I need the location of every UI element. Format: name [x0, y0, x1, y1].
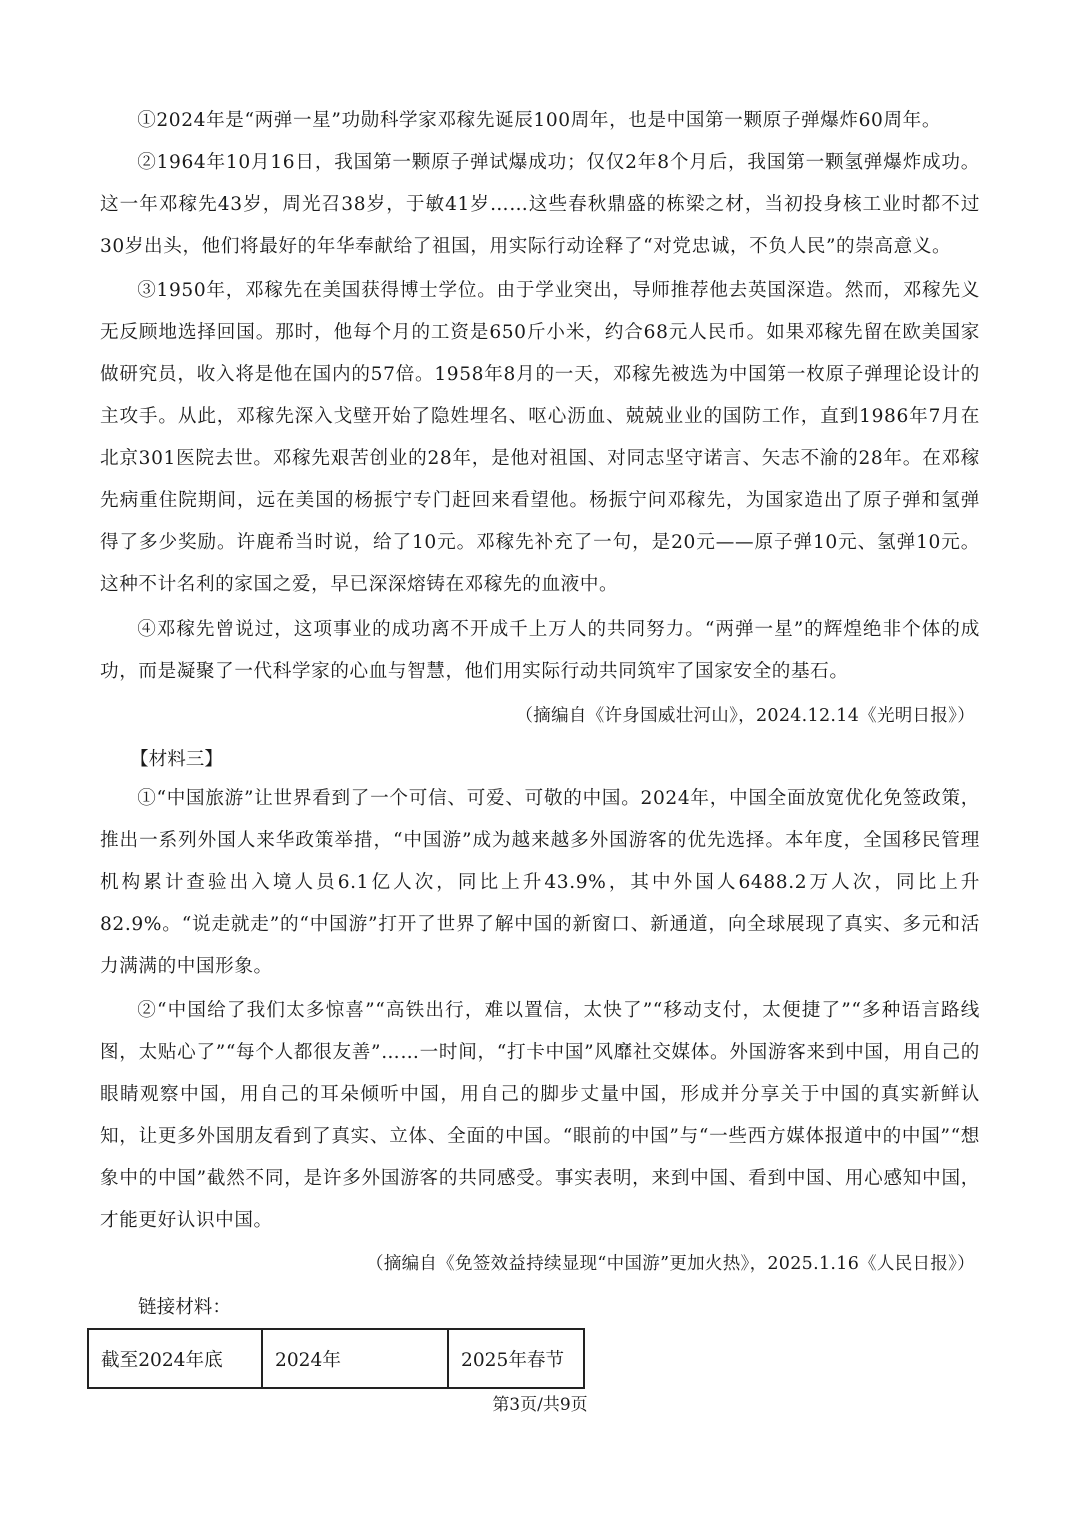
table-cell-spring-festival-2025: 2025年春节	[448, 1329, 584, 1388]
material-two-paragraph-2: ②1964年10月16日，我国第一颗原子弹试爆成功；仅仅2年8个月后，我国第一颗氢弹爆炸成功。这一年邓稼先43岁，周光召38岁，于敏41岁……这些春秋鼎盛的栋梁之材，当初投身核工业时都不过30岁出头，他们将最好的年华奉献给了祖国，用实际行动诠释了“对党忠诚，不负人民”的崇高意义。	[100, 152, 980, 257]
table-cell-2024: 2024年	[262, 1329, 448, 1388]
material-two-source: （摘编自《许身国威壮河山》，2024.12.14《光明日报》）	[515, 706, 975, 726]
material-two-paragraph-3: ③1950年，邓稼先在美国获得博士学位。由于学业突出，导师推荐他去英国深造。然而，邓稼先义无反顾地选择回国。那时，他每个月的工资是650斤小米，约合68元人民币。如果邓稼先留在欧美国家做研究员，收入将是他在国内的57倍。1958年8月的一天，邓稼先被选为中国第一枚原子弹理论设计的主攻手。从此，邓稼先深入戈壁开始了隐姓埋名、呕心沥血、兢兢业业的国防工作，直到1986年7月在北京301医院去世。邓稼先艰苦创业的28年，是他对祖国、对同志坚守诺言、矢志不渝的28年。在邓稼先病重住院期间，远在美国的杨振宁专门赶回来看望他。杨振宁问邓稼先，为国家造出了原子弹和氢弹得了多少奖励。许鹿希当时说，给了10元。邓稼先补充了一句，是20元——原子弹10元、氢弹10元。这种不计名利的家国之爱，早已深深熔铸在邓稼先的血液中。	[100, 280, 980, 595]
material-three-paragraph-1: ①“中国旅游”让世界看到了一个可信、可爱、可敬的中国。2024年，中国全面放宽优化免签政策，推出一系列外国人来华政策举措，“中国游”成为越来越多外国游客的优先选择。本年度，全国移民管理机构累计查验出入境人员6.1亿人次，同比上升43.9%，其中外国人6488.2万人次，同比上升82.9%。“说走就走”的“中国游”打开了世界了解中国的新窗口、新通道，向全球展现了真实、多元和活力满满的中国形象。	[100, 788, 980, 977]
material-three-heading: 【材料三】	[130, 749, 223, 770]
link-material-label: 链接材料：	[138, 1297, 231, 1318]
table-cell-end-of-2024: 截至2024年底	[88, 1329, 262, 1388]
page-number: 第3页/共9页	[492, 1395, 588, 1415]
link-material-table	[87, 1328, 585, 1389]
material-three-paragraph-2: ②“中国给了我们太多惊喜”“高铁出行，难以置信，太快了”“移动支付，太便捷了”“多种语言路线图，太贴心了”“每个人都很友善”……一时间，“打卡中国”风靡社交媒体。外国游客来到中国，用自己的眼睛观察中国，用自己的耳朵倾听中国，用自己的脚步丈量中国，形成并分享关于中国的真实新鲜认知，让更多外国朋友看到了真实、立体、全面的中国。“眼前的中国”与“一些西方媒体报道中的中国”“想象中的中国”截然不同，是许多外国游客的共同感受。事实表明，来到中国、看到中国、用心感知中国，才能更好认识中国。	[100, 1000, 980, 1231]
material-two-paragraph-1: ①2024年是“两弹一星”功勋科学家邓稼先诞辰100周年，也是中国第一颗原子弹爆炸60周年。	[137, 110, 942, 131]
table-row	[88, 1329, 584, 1388]
material-two-paragraph-4: ④邓稼先曾说过，这项事业的成功离不开成千上万人的共同努力。“两弹一星”的辉煌绝非个体的成功，而是凝聚了一代科学家的心血与智慧，他们用实际行动共同筑牢了国家安全的基石。	[100, 619, 980, 682]
material-three-source: （摘编自《免签效益持续显现“中国游”更加火热》，2025.1.16《人民日报》）	[366, 1254, 975, 1274]
